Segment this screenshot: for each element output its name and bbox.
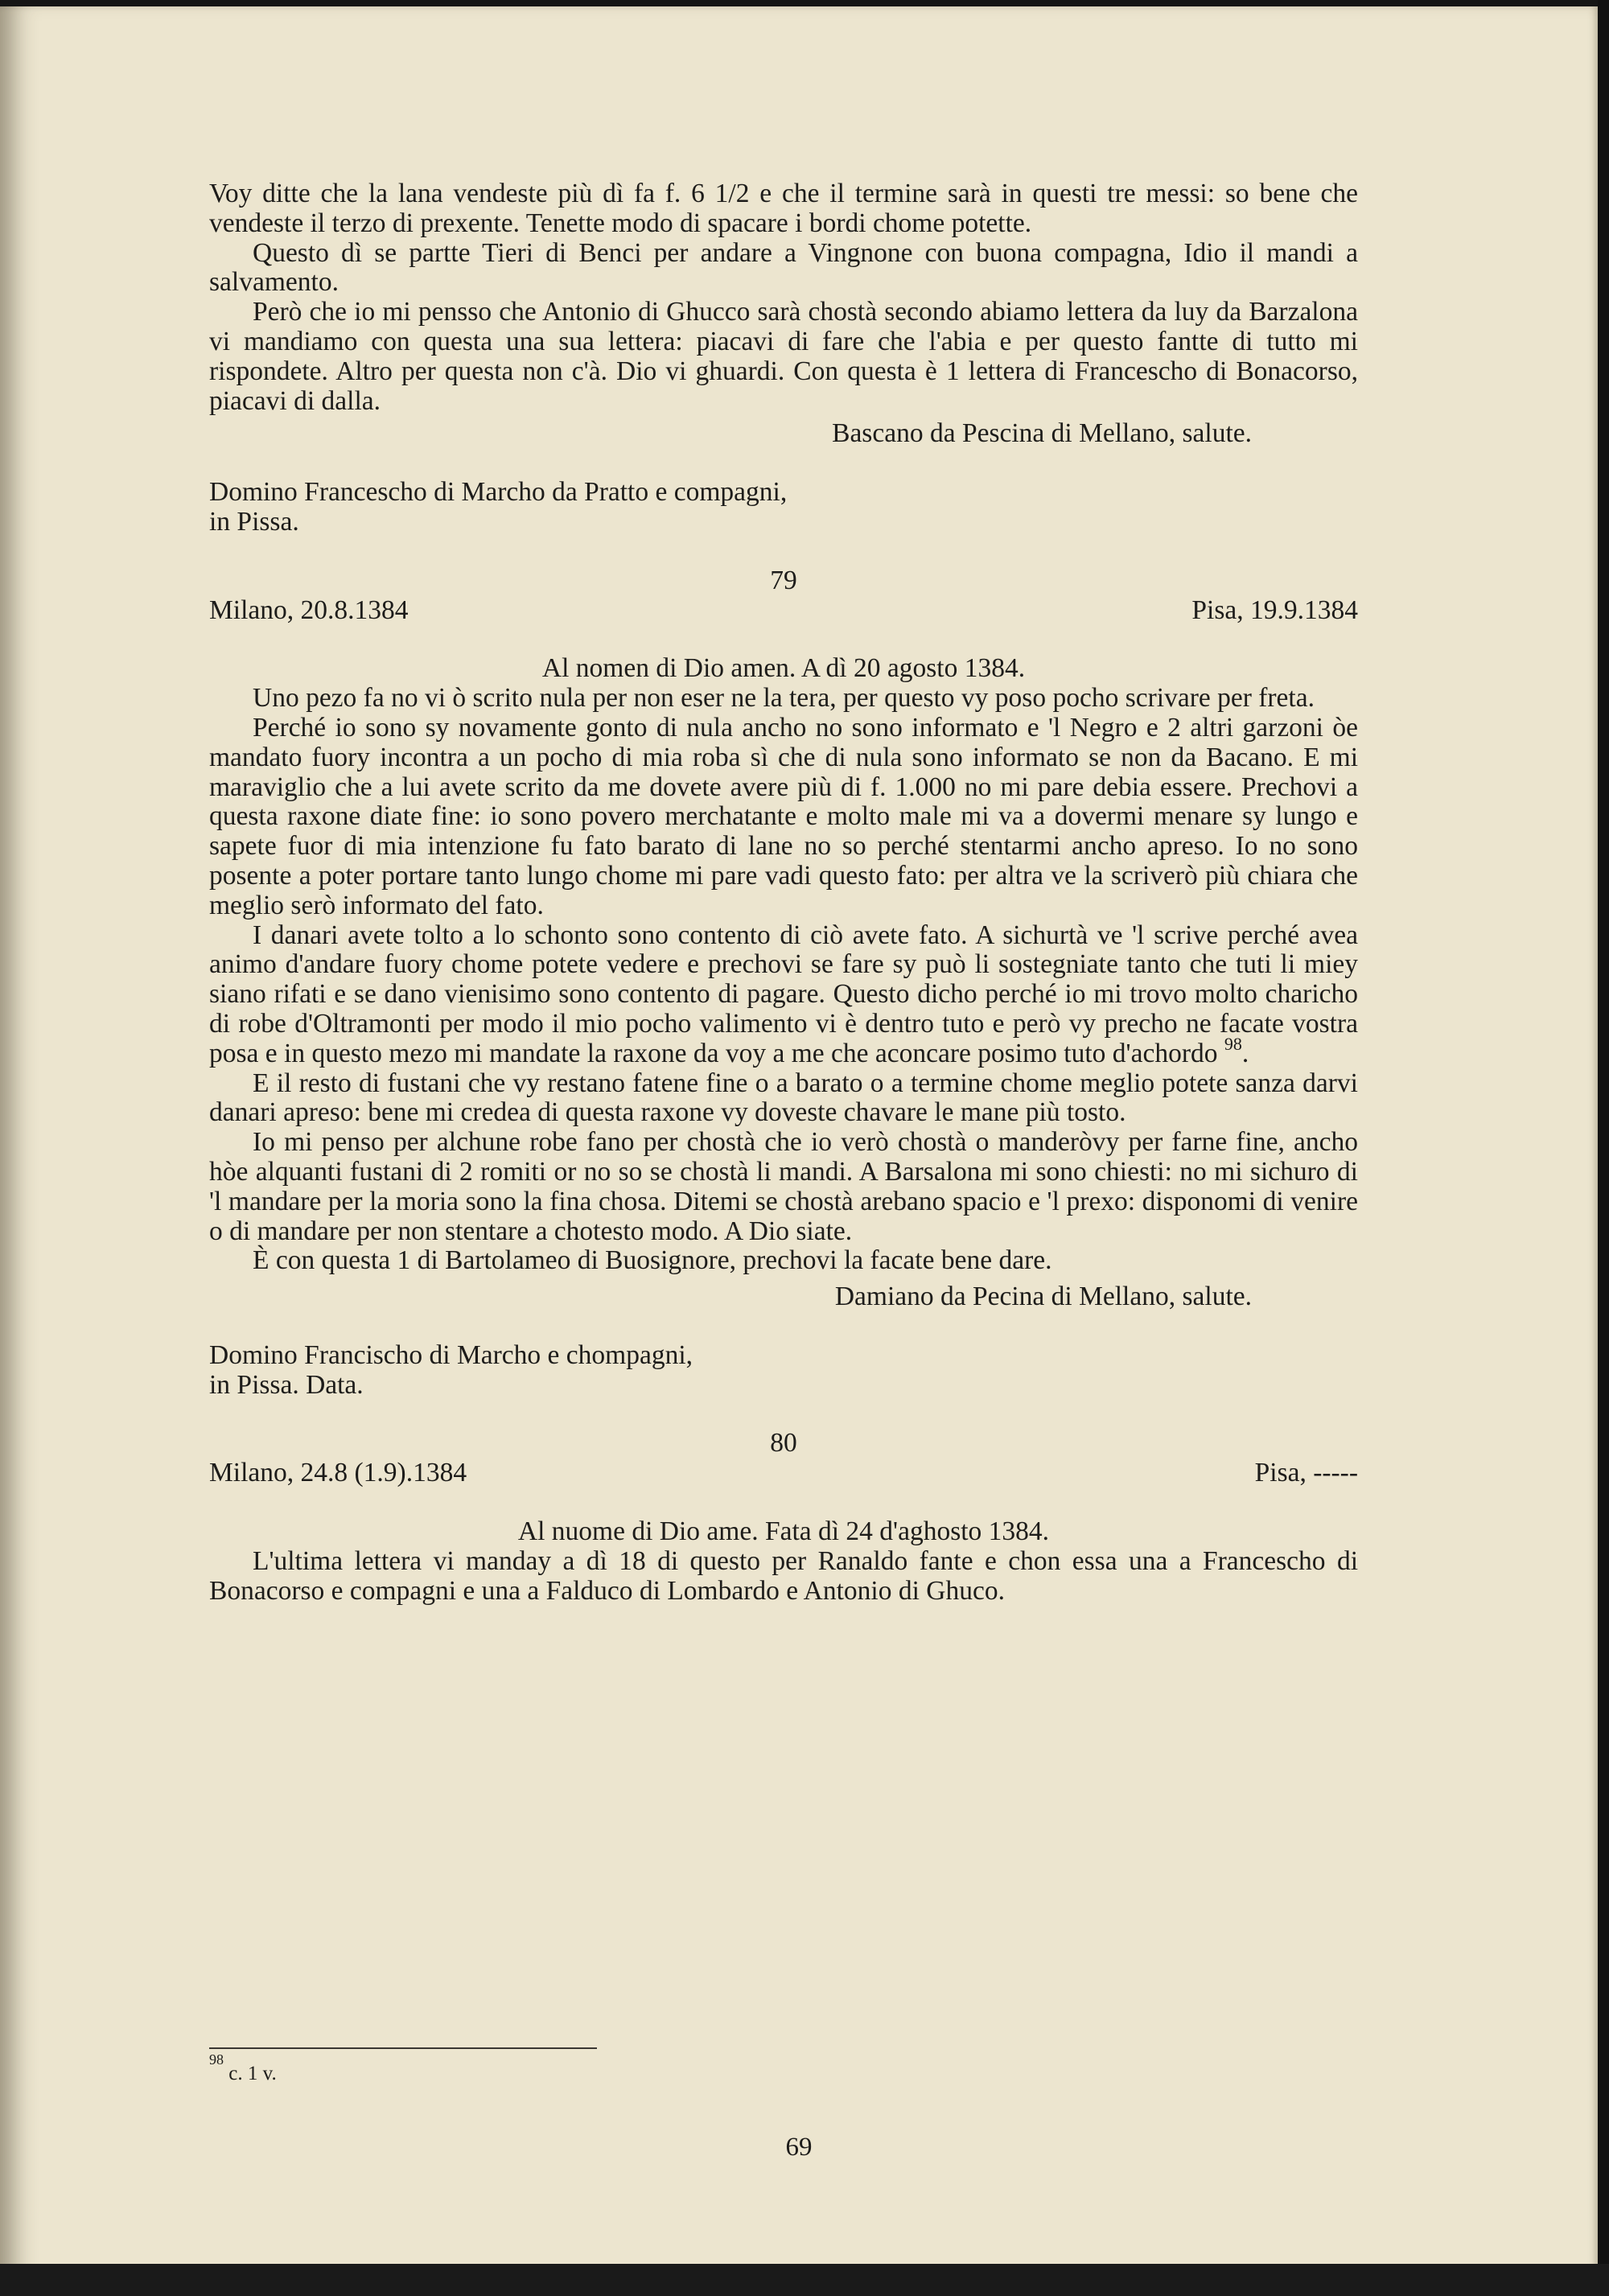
paragraph: [209, 921, 1358, 1069]
letter-destination: Pisa, -----: [1254, 1458, 1358, 1488]
paragraph: E il resto di fustani che vy restano fatene fine o a barato o a termine chome meglio potete sanza darvi danari apreso: bene mi credea di questa raxone vy doveste chavare le mane più tosto.: [209, 1068, 1358, 1128]
paragraph: È con questa 1 di Bartolameo di Buosignore, prechovi la facate bene dare.: [253, 1245, 1052, 1276]
address-line: Domino Francischo di Marcho e chompagni,: [209, 1339, 693, 1370]
address-line: in Pissa. Data.: [209, 1369, 364, 1400]
letter-signature: Damiano da Pecina di Mellano, salute.: [834, 1282, 1252, 1312]
paragraph: Voy ditte che la lana vendeste più dì fa f. 6 1/2 e che il termine sarà in questi tre messi: so bene che vendeste il terzo di prexente. Tenette modo di spacare i bordi chome potette.: [209, 179, 1358, 238]
letter-opening: Al nomen di Dio amen. A dì 20 agosto 1384.: [541, 653, 1026, 684]
page-number: 69: [785, 2133, 813, 2162]
paragraph: Uno pezo fa no vi ò scrito nula per non eser ne la tera, per questo vy poso pocho scrivare per freta.: [253, 683, 1315, 714]
footnote-text: c. 1 v.: [228, 2063, 277, 2084]
letter-opening: Al nuome di Dio ame. Fata dì 24 d'aghosto 1384.: [517, 1516, 1050, 1547]
scan-edge: [1598, 0, 1609, 2296]
book-page: [0, 6, 1598, 2296]
letter-number: 79: [770, 565, 797, 595]
letter-number: 80: [770, 1428, 797, 1459]
letter-origin: Milano, 20.8.1384: [209, 595, 409, 625]
footnote-divider: [209, 2047, 597, 2049]
scan-edge: [0, 2264, 1609, 2296]
paragraph: L'ultima lettera vi manday a dì 18 di questo per Ranaldo fante e chon essa una a Francescho di Bonacorso e compagni e una a Falduco di Lombardo e Antonio di Ghuco.: [209, 1545, 1358, 1606]
paragraph: Questo dì se partte Tieri di Benci per andare a Vingnone con buona compagna, Idio il mandi a salvamento.: [209, 237, 1358, 298]
paragraph: Perché io sono sy novamente gonto di nula ancho no sono informato e 'l Negro e 2 altri garzoni òe mandato fuory incontra a un pocho di mia roba sì che di nula sono informato se non da Bacano. E mi maraviglio che a lui avete scrito da me dovete avere più di f. 1.000 no mi pare debia essere. Prechovi a questa raxone diate fine: io sono povero merchatante e molto male mi va a dovermi menare sy lungo e sapete fuor di mia intenzione fu fato barato di lane no so perché stentarmi ancho apreso. Io no sono posente a poter portare tanto lungo chome mi pare vadi questo fato: per altra ve la scriverò più chiara che meglio serò informato del fato.: [209, 712, 1358, 920]
footnote-number: 98: [209, 2051, 224, 2068]
paragraph: Però che io mi pensso che Antonio di Ghucco sarà chostà secondo abiamo lettera da luy da Barzalona vi mandiamo con questa una sua lettera: piacavi di fare che l'abia e per questo fantte di tutto mi rispondete. Altro per questa non c'à. Dio vi ghuardi. Con questa è 1 lettera di Francescho di Bonacorso, piacavi di dalla.: [209, 297, 1358, 416]
letter-signature: Bascano da Pescina di Mellano, salute.: [832, 418, 1252, 449]
address-line: Domino Francescho di Marcho da Pratto e compagni,: [209, 477, 788, 508]
footnote-reference: 98: [1224, 1033, 1242, 1054]
paragraph-end: .: [1241, 1038, 1249, 1068]
paragraph-text: I danari avete tolto a lo schonto sono contento di ciò avete fato. A sichurtà ve 'l scrive perché avea animo d'andare fuory chome potete vedere e prechovi se fare sy può li sostegniate tanto che tuti li miey siano rifati e se dano vienisimo sono contento di pagare. Questo dicho perché io mi trovo molto charicho di robe d'Oltramonti per modo il mio pocho valimento vi è dentro tuto e però vy precho ne facate vostra posa e in questo mezo mi mandate la raxone da voy a me che aconcare posimo tuto d'achordo: [209, 920, 1358, 1068]
letter-destination: Pisa, 19.9.1384: [1191, 595, 1358, 625]
letter-header-row: [209, 1459, 1358, 1488]
paragraph: Io mi penso per alchune robe fano per chostà che io verò chostà o manderòvy per farne fine, ancho hòe alquanti fustani di 2 romiti or no so se chostà li mandi. A Barsalona mi sono chiesti: no mi sichuro di 'l mandare per la moria sono la fina chosa. Ditemi se chostà arebano spacio e 'l prexo: disponomi di venire o di mandare per non stentare a chotesto modo. A Dio siate.: [209, 1127, 1358, 1246]
footnote: [209, 2051, 277, 2085]
page-body: [209, 179, 1358, 1606]
letter-origin: Milano, 24.8 (1.9).1384: [209, 1458, 467, 1488]
address-line: in Pissa.: [209, 506, 299, 537]
letter-header-row: [209, 596, 1358, 626]
